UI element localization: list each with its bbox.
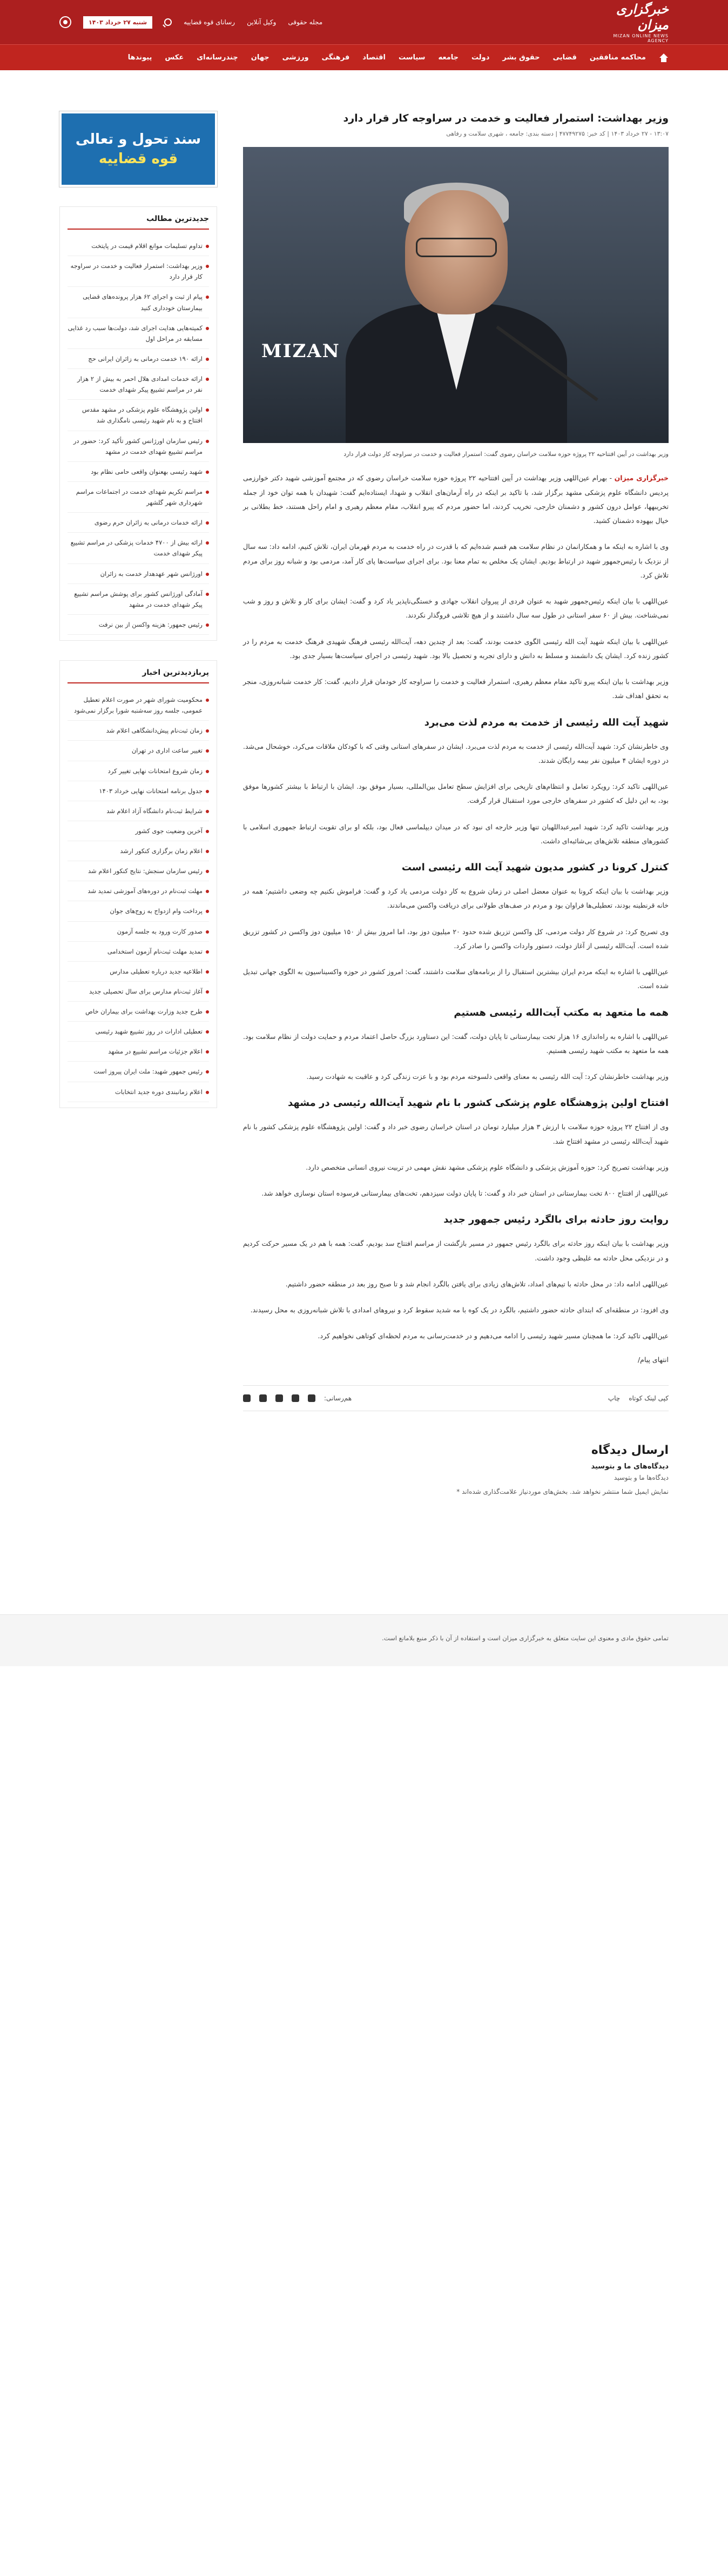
list-item-label: آغاز ثبت‌نام مدارس برای سال تحصیلی جدید <box>89 987 203 995</box>
article <box>243 111 669 1614</box>
bullet-icon <box>206 699 209 702</box>
paragraph: وزیر بهداشت با بیان اینکه کرونا به عنوان معضل اصلی در زمان شروع به کار دولت مردمی یاد کرد و گفت: فراموش نکنیم چه وضعی داشتیم؛ همه در خانه قرنطینه بودند، تعطیلی‌ها فراوان بود و مردم در صف‌های طولانی برای دریافت واکسن می‌ماندند. <box>243 887 669 910</box>
list-item[interactable] <box>68 801 209 821</box>
whatsapp-icon[interactable] <box>243 1394 251 1402</box>
bullet-icon <box>206 491 209 494</box>
header-link-legal[interactable]: مجله حقوقی <box>288 18 323 26</box>
banner-line-2: قوه قضاییه <box>98 151 178 167</box>
nav-item[interactable]: فرهنگی <box>321 53 350 62</box>
date-badge: شنبه ۲۷ خرداد ۱۴۰۳ <box>83 16 152 29</box>
top-header <box>0 0 728 44</box>
list-item-label: مراسم تکریم شهدای خدمت در اجتماعات مراسم شهرداری شهر گلشهر <box>76 487 203 506</box>
bullet-icon <box>206 749 209 753</box>
list-item-label: آخرین وضعیت جوی کشور <box>135 827 203 835</box>
paragraph: عین‌اللهی با اشاره به راه‌اندازی ۱۶ هزار تخت بیمارستانی تا پایان دولت، گفت: این دستاورد بزرگ حاصل اعتماد مردم و حمایت دولت از نظام سلامت بود. همه ما متعهد به مکتب شهید رئیسی هستیم. <box>243 1032 669 1055</box>
print-button[interactable]: چاپ <box>608 1394 621 1402</box>
bullet-icon <box>206 930 209 934</box>
list-item-label: رئیس جمهور شهید: ملت ایران پیروز است <box>93 1068 203 1076</box>
bullet-icon <box>206 870 209 873</box>
bullet-icon <box>206 1091 209 1094</box>
list-item-label: تمدید مهلت ثبت‌نام آزمون استخدامی <box>107 947 203 955</box>
list-item[interactable] <box>68 1002 209 1022</box>
list-item[interactable] <box>68 369 209 400</box>
bullet-icon <box>206 770 209 773</box>
nav-item[interactable]: جهان <box>251 53 269 62</box>
sidebar-banner[interactable] <box>59 111 217 187</box>
list-item[interactable] <box>68 256 209 287</box>
sidebar <box>59 111 217 1614</box>
list-item[interactable] <box>68 781 209 801</box>
bullet-icon <box>206 440 209 443</box>
nav-item[interactable]: جامعه <box>438 53 459 62</box>
paragraph: عین‌اللهی تاکید کرد: ما همچنان مسیر شهید رئیسی را ادامه می‌دهیم و در خدمت‌رسانی به مردم لحظه‌ای کوتاهی نخواهیم کرد. <box>318 1332 669 1340</box>
list-item-label: تعطیلی ادارات در روز تشییع شهید رئیسی <box>95 1028 203 1036</box>
paragraph: وزیر بهداشت خاطرنشان کرد: آیت الله رئیسی به معنای واقعی دلسوخته مردم بود و با عزت زندگی کرد و عاقبت به شهادت رسید. <box>306 1072 669 1081</box>
list-item-label: تغییر ساعت اداری در تهران <box>131 747 203 755</box>
bullet-icon <box>206 830 209 833</box>
facebook-icon[interactable] <box>275 1394 283 1402</box>
list-item[interactable] <box>68 1082 209 1102</box>
list-item-label: پیام از ثبت و اجرای ۶۲ هزار پرونده‌های قضایی بیمارستان خودداری کنید <box>83 293 203 312</box>
end-note: انتهای پیام/ <box>637 1355 669 1364</box>
article-title: وزیر بهداشت: استمرار فعالیت و خدمت در سراوجه کار قرار دارد <box>343 112 669 124</box>
list-item[interactable] <box>68 841 209 861</box>
section-heading: همه ما متعهد به مکتب آیت‌الله رئیسی هستیم <box>454 1007 669 1018</box>
paragraph: وزیر بهداشت تصریح کرد: حوزه آموزش پزشکی و دانشگاه علوم پزشکی مشهد نقش مهمی در تربیت نیروی انسانی متخصص دارد. <box>306 1163 669 1171</box>
bullet-icon <box>206 408 209 412</box>
list-item[interactable] <box>68 761 209 781</box>
bullet-icon <box>206 265 209 268</box>
linkedin-icon[interactable] <box>259 1394 267 1402</box>
bullet-icon <box>206 790 209 793</box>
bullet-icon <box>206 729 209 733</box>
list-item-label: آمادگی اورژانس کشور برای پوشش مراسم تشییع پیکر شهدای خدمت در مشهد <box>74 589 203 608</box>
nav-item[interactable]: اقتصاد <box>362 53 386 62</box>
bullet-icon <box>206 378 209 381</box>
list-item[interactable] <box>68 821 209 841</box>
logo-subtitle: MIZAN ONLINE NEWS AGENCY <box>613 33 669 43</box>
list-item-label: ارائه بیش از ۴۷۰۰ خدمات پزشکی در مراسم تشییع پیکر شهدای خدمت <box>70 539 203 558</box>
list-item[interactable] <box>68 1042 209 1062</box>
list-item-label: شرایط ثبت‌نام دانشگاه آزاد اعلام شد <box>106 807 203 815</box>
bullet-icon <box>206 471 209 474</box>
paragraph: وی از افتتاح ۲۲ پروژه حوزه سلامت با ارزش ۳ هزار میلیارد تومان در استان خراسان رضوی خبر داد و گفت: اولین پژوهشگاه علوم پزشکی کشور با نام شهید آیت‌الله رئیسی در مشهد افتتاح شد. <box>243 1123 669 1145</box>
nav-item[interactable]: پیوندها <box>127 53 152 62</box>
list-item-label: اورژانس شهر عهدهدار خدمت به زائران <box>100 569 203 578</box>
paragraph: عین‌اللهی با اشاره به اینکه مردم ایران بیشترین استقبال را از برنامه‌های سلامت داشتند، گفت: امروز کشور در حوزه واکسیناسیون به الگوی جهانی تبدیل شده است. <box>243 968 669 990</box>
list-item[interactable] <box>68 462 209 482</box>
list-item-label: شهید رئیسی بهعنوان واقعی حامی نظام بود <box>91 467 203 475</box>
list-item-label: جدول برنامه امتحانات نهایی خرداد ۱۴۰۳ <box>99 787 203 795</box>
list-item[interactable] <box>68 901 209 921</box>
list-item[interactable] <box>68 962 209 982</box>
article-image <box>243 147 669 443</box>
comments-section <box>243 1444 669 1495</box>
site-logo[interactable] <box>598 1 669 43</box>
bullet-icon <box>206 245 209 248</box>
share-bar <box>243 1385 669 1411</box>
bullet-icon <box>206 1050 209 1054</box>
nav-item[interactable]: ورزشی <box>282 53 309 62</box>
list-item[interactable] <box>68 982 209 1002</box>
bullet-icon <box>206 810 209 813</box>
list-item-label: وزیر بهداشت: استمرار فعالیت و خدمت در سراوجه کار قرار دارد <box>70 262 203 281</box>
bullet-icon <box>206 296 209 299</box>
nav-item[interactable]: عکس <box>165 53 184 62</box>
list-item[interactable] <box>68 861 209 881</box>
bullet-icon <box>206 950 209 954</box>
logo-mark: خبرگزاری میزان <box>616 1 669 32</box>
list-item[interactable] <box>68 400 209 431</box>
list-item-label: کمیته‌هایی هدایت اجرای شد، دولت‌ها سبب رد غذایی مسابقه در مراحل اول <box>68 324 203 343</box>
article-meta: ۱۳:۰۷ - ۲۷ خرداد ۱۴۰۳ | کد خبر: ۴۷۷۴۹۲۷۵ | دسته بندی: جامعه ، شهری سلامت و رفاهی <box>446 130 669 137</box>
list-item-label: پرداخت وام ازدواج به زوج‌های جوان <box>110 907 203 915</box>
list-item-label: تداوم تسلیمات موانع اقلام قیمت در پایتخت <box>91 242 203 250</box>
article-lead <box>243 471 669 528</box>
header-tools <box>59 16 322 29</box>
bullet-icon <box>206 970 209 974</box>
paragraph: وزیر بهداشت با بیان اینکه روز حادثه برای بالگرد رئیس جمهور در مسیر بازگشت از مراسم افتتاح سد بودیم، گفت: همه با هم در یک مسیر حرکت کردیم و در نزدیکی محل حادثه مه غلیظی وجود داشت. <box>243 1239 669 1262</box>
list-item-label: اطلاعیه جدید درباره تعطیلی مدارس <box>110 967 203 975</box>
latest-news-title: جدیدترین مطالب <box>68 214 209 230</box>
list-item[interactable] <box>68 1022 209 1042</box>
list-item[interactable] <box>68 881 209 901</box>
list-item-label: اعلام زمانبندی دوره جدید انتخابات <box>114 1088 203 1096</box>
list-item-label: ارائه خدمات امدادی هلال احمر به بیش از ۲ هزار نفر در مراسم تشییع پیکر شهدای خدمت <box>77 375 203 394</box>
paragraph: وی با اشاره به اینکه ما و همکارانمان در نظام سلامت هم قسم شده‌ایم که با قدرت در راه خدمت به مردم قهرمان ایران، تلاش کنیم، ادامه داد: سه سال از نزدیک با رئیس‌جمهور شهید در ارتباط بودیم. ایشان یک مخلص به تمام معنا بود. برای اجرای سیاست‌ها پای کار آمد، مردمی بود و شبانه روز برای مردم تلاش کرد. <box>243 542 669 579</box>
paragraph: عین‌اللهی با بیان اینکه رئیس‌جمهور شهید به عنوان فردی از پیروان انقلاب جهادی و خستگی‌ناپذیر یاد کرد و گفت: ایشان برای کار و تلاش و روز و شب نمی‌شناخت. بیش از ۶۰ سفر استانی در طول سه سال داشتند و از هیچ تلاشی فروگذار نکردند. <box>243 597 669 620</box>
list-item[interactable] <box>68 533 209 564</box>
list-item-label: ارائه ۱۹۰ خدمت درمانی به زائران ایرانی حج <box>88 354 203 363</box>
paragraph: وی تصریح کرد: در شروع کار دولت مردمی، کل واکسن تزریق شده حدود ۲۰ میلیون دوز بود، اما امروز بیش از ۱۵۰ میلیون دوز واکسن در کشور تزریق شده است. آیت‌الله رئیسی از آغاز دولت، دستور واردات واکسن را صادر کرد. <box>243 927 669 950</box>
list-item-label: زمان ثبت‌نام پیش‌دانشگاهی اعلام شد <box>106 727 203 735</box>
comments-title: ارسال دیدگاه <box>591 1443 669 1457</box>
list-item[interactable] <box>68 584 209 615</box>
list-item[interactable] <box>68 922 209 942</box>
list-item-label: رئیس جمهور: هزینه واکسن از بین نرفت <box>98 620 203 628</box>
bullet-icon <box>206 573 209 576</box>
nav-item[interactable]: دولت <box>471 53 490 62</box>
copy-short-link-button[interactable]: کپی لینک کوتاه <box>629 1394 669 1402</box>
search-icon[interactable] <box>164 18 172 26</box>
list-item[interactable] <box>68 287 209 318</box>
list-item-label: محکومیت شورای شهر در صورت اعلام تعطیل عمومی، جلسه روز سه‌شنبه شورا برگزار نمی‌شود <box>74 696 203 715</box>
section-heading: کنترل کرونا در کشور مدیون شهید آیت الله رئیسی است <box>401 862 669 874</box>
page-body <box>59 70 669 1614</box>
list-item-label: ارائه خدمات درمانی به زائران حرم رضوی <box>94 519 203 527</box>
bullet-icon <box>206 541 209 545</box>
list-item-label: رئیس سازمان سنجش: نتایج کنکور اعلام شد <box>88 867 203 875</box>
list-item[interactable] <box>68 318 209 349</box>
section-heading: افتتاح اولین پژوهشگاه علوم پزشکی کشور با نام شهید آیت‌الله رئیسی در مشهد <box>288 1097 669 1109</box>
main-nav <box>0 44 728 70</box>
source-label[interactable]: خبرگزاری میزان <box>614 474 669 482</box>
nav-item[interactable]: چندرسانه‌ای <box>197 53 238 62</box>
list-item[interactable] <box>68 513 209 533</box>
list-item-label: اعلام جزئیات مراسم تشییع در مشهد <box>108 1048 203 1056</box>
list-item[interactable] <box>68 564 209 584</box>
paragraph: عین‌اللهی تاکید کرد: رویکرد تعامل و انتظام‌های تاریخی برای افزایش سطح تعامل بین‌المللی، بسیار موفق بود. ایشان با ارتباط با بیشتر کشورها موفق بود، به این دلیل که کشور در سفرهای خارجی مورد استقبال قرار گرفت. <box>243 782 669 805</box>
list-item[interactable] <box>68 942 209 962</box>
most-viewed-box <box>59 660 217 1108</box>
image-figure-glasses <box>416 238 497 257</box>
bullet-icon <box>206 850 209 853</box>
home-icon[interactable] <box>659 53 669 62</box>
bullet-icon <box>206 890 209 893</box>
list-item[interactable] <box>68 741 209 761</box>
share-label: هم‌رسانی: <box>324 1394 352 1402</box>
list-item-label: زمان شروع امتحانات نهایی تغییر کرد <box>107 767 203 775</box>
latest-news-list <box>68 236 209 635</box>
paragraph: وی خاطرنشان کرد: شهید آیت‌الله رئیسی از خدمت به مردم لذت می‌برد. ایشان در سفرهای استانی وقتی که با کودکان ملاقات می‌کرد، خوشحال می‌شد. در دوره ایشان ۴ میلیون نفر بیمه رایگان شدند. <box>243 742 669 764</box>
short-link-group <box>608 1394 669 1402</box>
bullet-icon <box>206 990 209 994</box>
twitter-icon[interactable] <box>292 1394 299 1402</box>
list-item[interactable] <box>68 236 209 256</box>
bullet-icon <box>206 623 209 627</box>
most-viewed-title: پربازدیدترین اخبار <box>68 668 209 683</box>
bullet-icon <box>206 521 209 525</box>
bullet-icon <box>206 593 209 596</box>
bullet-icon <box>206 327 209 330</box>
comments-rules: نمایش ایمیل شما منتشر نخواهد شد. بخش‌های موردنیاز علامت‌گذاری شده‌اند * <box>456 1487 669 1495</box>
list-item[interactable] <box>68 1062 209 1082</box>
share-icons <box>243 1394 352 1402</box>
list-item[interactable] <box>68 431 209 462</box>
nav-item[interactable]: حقوق بشر <box>502 53 540 62</box>
paragraph: عین‌اللهی ادامه داد: در محل حادثه با تیم‌های امداد، تلاش‌های زیادی برای یافتن بالگرد انجام شد و تا صبح روز بعد در منطقه حضور داشتیم. <box>285 1279 669 1288</box>
paragraph: وی افزود: در منطقه‌ای که ابتدای حادثه حضور داشتیم، بالگرد در یک کوه با مه شدید سقوط کرد و نیروهای امدادی با تلاش شبانه‌روزی به محل رسیدند. <box>250 1306 669 1314</box>
bullet-icon <box>206 910 209 913</box>
nav-item[interactable]: محاکمه منافقین <box>589 53 646 62</box>
image-caption: وزیر بهداشت در آیین افتتاحیه ۲۲ پروژه حوزه سلامت خراسان رضوی گفت: استمرار فعالیت و خدمت در سراوجه کار دولت قرار دارد <box>343 450 669 458</box>
header-link-lawyer[interactable]: وکیل آنلاین <box>247 18 277 26</box>
list-item-label: اعلام زمان برگزاری کنکور ارشد <box>120 847 203 855</box>
section-heading: شهید آیت الله رئیسی از خدمت به مردم لذت می‌برد <box>424 716 669 728</box>
telegram-icon[interactable] <box>308 1394 315 1402</box>
paragraph: عین‌اللهی از افتتاح ۸۰۰ تخت بیمارستانی در استان خبر داد و گفت: تا پایان دولت سیزدهم، تخت‌های بیمارستانی فرسوده استان نوسازی خواهد شد. <box>261 1189 669 1198</box>
comments-count: دیدگاه‌های ما و بتوسید <box>591 1462 669 1471</box>
list-item-label: طرح جدید وزارت بهداشت برای بیماران خاص <box>85 1008 203 1015</box>
latest-news-box <box>59 206 217 641</box>
list-item[interactable] <box>68 721 209 741</box>
paragraph: وزیر بهداشت با بیان اینکه پیرو تاکید مقام معظم رهبری، استمرار فعالیت و خدمت را سراوجه کار خودمان قرار دادیم، گفت: کار خدمت شبانه‌روزی، منجر به تحقق اهداف شد. <box>243 677 669 700</box>
list-item-label: رئیس سازمان اورژانس کشور تأکید کرد: حضور در مراسم تشییع شهدای خدمت در مشهد <box>73 437 203 455</box>
footer-text: تمامی حقوق مادی و معنوی این سایت متعلق به خبرگزاری میزان است و استفاده از آن با ذکر منبع بلامانع است. <box>382 1634 669 1642</box>
image-watermark: MIZAN <box>261 340 340 362</box>
list-item[interactable] <box>68 615 209 635</box>
bullet-icon <box>206 1070 209 1074</box>
lead-text: - بهرام عین‌اللهی وزیر بهداشت در آیین افتتاحیه ۲۲ پروژه حوزه سلامت خراسان رضوی که در مجتمع آموزشی شهید دکتر خوارزمی پردیس دانشگاه علوم پزشکی مشهد برگزار شد، با تاکید بر اینکه در راه آرمان‌های انقلاب و شهدا، ایستاده‌ایم گفت: شهیدان با همه توان خود از جمله تخریبهها، عوامل درون کشور و دشمنان خارجی، تخریب کردند، اما حضور مردم که پیرو انقلاب، مقام معظم رهبری و امام راحل هستند، خط بطلانی بر خیال بیهوده دشمنان کشید. <box>243 474 669 525</box>
banner-line-1: سند تحول و تعالی <box>75 131 201 147</box>
list-item-label: مهلت ثبت‌نام در دوره‌های آموزشی تمدید شد <box>87 887 203 895</box>
list-item[interactable] <box>68 690 209 721</box>
comments-notice: دیدگاه‌ها ما و بتوسید <box>614 1473 669 1481</box>
nav-item[interactable]: سیاست <box>398 53 426 62</box>
bullet-icon <box>206 358 209 361</box>
settings-icon[interactable] <box>59 16 71 28</box>
bullet-icon <box>206 1030 209 1034</box>
footer <box>0 1614 728 1666</box>
bullet-icon <box>206 1010 209 1014</box>
paragraph: عین‌اللهی با بیان اینکه شهید آیت الله رئیسی الگوی خدمت بودند، گفت: بعد از چندین دهه، آیت‌الله رئیسی فرهنگ شهیدی فرهنگ خدمت به مردم را در کشور زنده کرد. ایشان یک دانشمند و مسلط به دانش و دارای تجربه و تحصیل بالا بود. شهید رئیسی در اجرای سیاست‌ها بسیار جدی بود. <box>243 637 669 660</box>
list-item[interactable] <box>68 482 209 513</box>
nav-item[interactable]: قضایی <box>552 53 577 62</box>
list-item-label: صدور کارت ورود به جلسه آزمون <box>117 927 203 935</box>
header-link-media[interactable]: رسانای قوه قضاییه <box>184 18 235 26</box>
section-heading: روایت روز حادثه برای بالگرد رئیس جمهور جدید <box>443 1214 669 1226</box>
list-item[interactable] <box>68 349 209 369</box>
list-item-label: اولین پژوهشگاه علوم پزشکی در مشهد مقدس افتتاح و به نام شهید رئیسی نامگذاری شد <box>82 406 203 425</box>
most-viewed-list <box>68 690 209 1102</box>
paragraph: وزیر بهداشت تاکید کرد: شهید امیرعبداللهیان تنها وزیر خارجه ای نبود که در میدان دیپلماسی فعال بود، بلکه او برای تقویت ارتباط جمهوری اسلامی با کشورهای منطقه تلاش‌های بی‌شائبه‌ای داشت. <box>243 822 669 845</box>
